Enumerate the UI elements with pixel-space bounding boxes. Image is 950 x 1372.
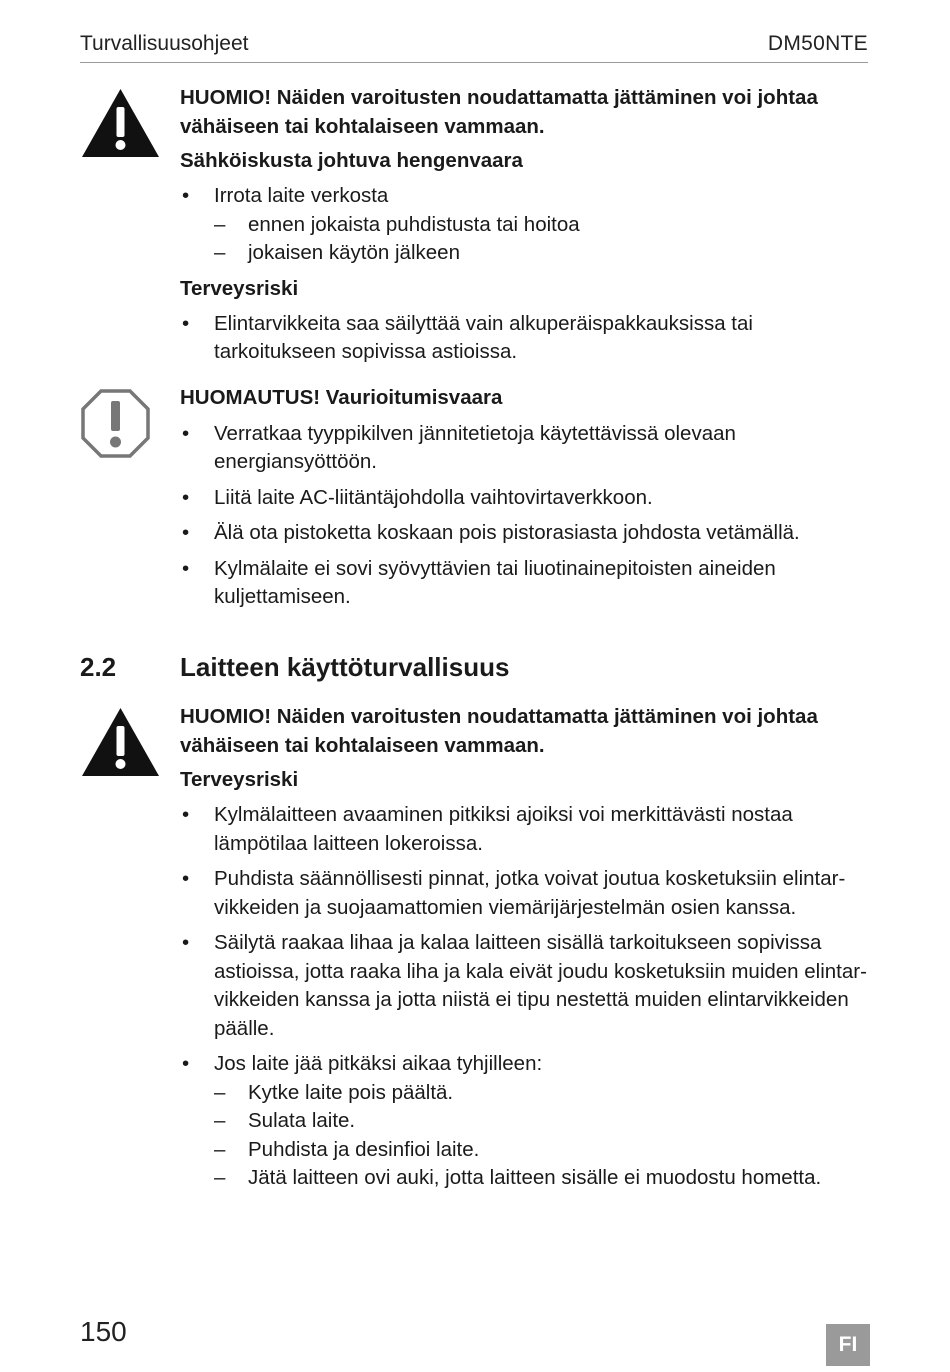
list-item (180, 182, 880, 268)
notice-title: HUOMAUTUS! Vaurioitumisvaara (180, 386, 503, 409)
warning-block-1 (180, 84, 880, 367)
list-item: • Säilytä raakaa lihaa ja kalaa laitteen sisällä tarkoitukseen sopivissa astioissa, jotta raaka liha ja kala eivät joudu kosketuksiin muiden elintarvikkeiden kanssa ja jotta niistä ei tipu nestettä muiden elintarvikkeiden päälle. (180, 929, 880, 1043)
sub-list-item: – jokaisen käytön jälkeen (214, 239, 880, 268)
page-number: 150 (80, 1316, 127, 1347)
warning-block-2 (180, 703, 880, 1193)
warning-triangle-icon (80, 706, 161, 778)
warning-title: HUOMIO! Näiden varoitusten noudattamatta jättäminen voi johtaa vähäiseen tai kohtalaiseen vammaan. (180, 86, 818, 138)
list-item: • Kylmälaite ei sovi syövyttävien tai liuotinainepitoisten aineiden kuljettamiseen. (180, 555, 880, 612)
list-item: • Elintarvikkeita saa säilyttää vain alkuperäispakkauksissa tai tarkoitukseen sopivissa astioissa. (180, 310, 880, 367)
list-item: • Kylmälaitteen avaaminen pitkiksi ajoiksi voi merkittävästi nostaa lämpötilaa laitteen lokeroissa. (180, 801, 880, 858)
warning-title: HUOMIO! Näiden varoitusten noudattamatta jättäminen voi johtaa vähäiseen tai kohtalaiseen vammaan. (180, 705, 818, 757)
sub-list-item: – Jätä laitteen ovi auki, jotta laitteen sisälle ei muodostu hometta. (214, 1164, 880, 1193)
list-item: • Liitä laite AC-liitäntäjohdolla vaihtovirtaverkkoon. (180, 484, 880, 513)
list-item: • Älä ota pistoketta koskaan pois pistorasiasta johdosta vetämällä. (180, 519, 880, 548)
sub-list-item: – Sulata laite. (214, 1107, 880, 1136)
sub-list-item: – Kytke laite pois päältä. (214, 1079, 880, 1108)
warning-triangle-icon (80, 87, 161, 159)
sub-list-item: – ennen jokaista puhdistusta tai hoitoa (214, 211, 880, 240)
list-item-text: Jos laite jää pitkäksi aikaa tyhjilleen: (214, 1052, 543, 1075)
hazard-heading-electric: Sähköiskusta johtuva hengenvaara (180, 149, 523, 172)
header-model-number: DM50NTE (767, 32, 868, 55)
list-item: • Verratkaa tyyppikilven jännitetietoja käytettävissä olevaan energiansyöttöön. (180, 420, 880, 477)
list-item: • Puhdista säännöllisesti pinnat, jotka voivat joutua kosketuksiin elintarvikkeiden ja suojaamattomien viemärijärjestelmän osien kanssa. (180, 865, 880, 922)
notice-octagon-icon (80, 388, 151, 459)
sub-list-item: – Puhdista ja desinfioi laite. (214, 1136, 880, 1165)
hazard-heading-health: Terveysriski (180, 276, 299, 300)
list-item-text: Irrota laite verkosta (214, 184, 389, 207)
language-badge: FI (826, 1324, 870, 1366)
hazard-heading-health: Terveysriski (180, 768, 299, 791)
notice-block (180, 384, 880, 612)
list-item (180, 1050, 880, 1193)
section-heading: Laitteen käyttöturvallisuus (180, 652, 510, 682)
header-section-title: Turvallisuusohjeet (80, 32, 249, 55)
header-divider (80, 62, 868, 63)
section-number: 2.2 (80, 652, 117, 682)
